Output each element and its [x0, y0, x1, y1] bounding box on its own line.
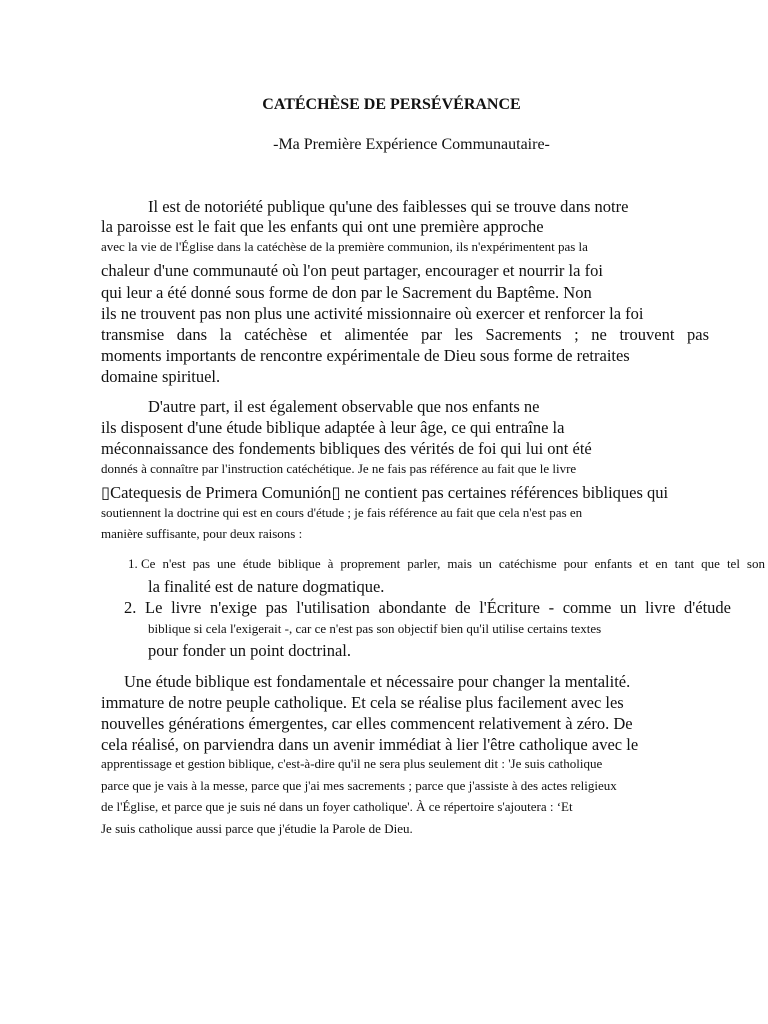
paragraph-2-line: ils disposent d'une étude biblique adaptée à leur âge, ce qui entraîne la [101, 418, 565, 437]
book-title: Catequesis de Primera Comunión [110, 483, 332, 502]
paragraph-3-line: cela réalisé, on parviendra dans un avenir immédiat à lier l'être catholique avec le [101, 735, 639, 754]
missing-glyph-icon: ▯ [331, 483, 341, 502]
list-item-line: Ce n'est pas une étude biblique à proprement parler, mais un catéchisme pour enfants et en tant que tel son [141, 556, 765, 571]
paragraph-2-line: D'autre part, il est également observable que nos enfants ne [148, 397, 540, 416]
list-item-number: 1. [128, 556, 138, 571]
paragraph-1-line: moments importants de rencontre expérimentale de Dieu sous forme de retraites [101, 346, 630, 365]
paragraph-3-line: de l'Église, et parce que je suis né dans un foyer catholique'. À ce répertoire s'ajoutera : ‘Et [101, 799, 573, 814]
paragraph-3-line: Une étude biblique est fondamentale et nécessaire pour changer la mentalité. [124, 672, 631, 691]
paragraph-3-line: apprentissage et gestion biblique, c'est-à-dire qu'il ne sera plus seulement dit : 'Je suis catholique [101, 756, 603, 771]
list-item-line: pour fonder un point doctrinal. [148, 641, 351, 660]
paragraph-2-line: manière suffisante, pour deux raisons : [101, 526, 303, 541]
missing-glyph-icon: ▯ [101, 483, 111, 502]
paragraph-3-line: parce que je vais à la messe, parce que j'ai mes sacrements ; parce que j'assiste à des actes religieux [101, 778, 617, 793]
document-subtitle: -Ma Première Expérience Communautaire- [273, 136, 550, 153]
paragraph-1-line: chaleur d'une communauté où l'on peut partager, encourager et nourrir la foi [101, 261, 603, 280]
paragraph-1-line: avec la vie de l'Église dans la catéchèse de la première communion, ils n'expérimentent pas la [101, 239, 588, 254]
paragraph-2-line: ▯Catequesis de Primera Comunión▯ ne contient pas certaines références bibliques qui [101, 483, 669, 502]
list-item-line: Le livre n'exige pas l'utilisation abondante de l'Écriture - comme un livre d'étude [145, 598, 731, 617]
paragraph-1-line: la paroisse est le fait que les enfants qui ont une première approche [101, 217, 544, 236]
paragraph-1-line: ils ne trouvent pas non plus une activité missionnaire où exercer et renforcer la foi [101, 304, 644, 323]
paragraph-3-line: nouvelles générations émergentes, car elles commencent relativement à zéro. De [101, 714, 633, 733]
paragraph-1-line: domaine spirituel. [101, 367, 221, 386]
document-title: CATÉCHÈSE DE PERSÉVÉRANCE [262, 96, 521, 113]
paragraph-3-line: Je suis catholique aussi parce que j'étudie la Parole de Dieu. [101, 821, 413, 836]
list-item-number: 2. [124, 598, 137, 617]
paragraph-1-line: transmise dans la catéchèse et alimentée par les Sacrements ; ne trouvent pas [101, 325, 709, 344]
list-item-line: biblique si cela l'exigerait -, car ce n'est pas son objectif bien qu'il utilise certains textes [148, 621, 602, 636]
paragraph-1-line: Il est de notoriété publique qu'une des faiblesses qui se trouve dans notre [148, 197, 629, 216]
paragraph-2-line: soutiennent la doctrine qui est en cours d'étude ; je fais référence au fait que cela n'est pas en [101, 505, 583, 520]
paragraph-3-line: immature de notre peuple catholique. Et cela se réalise plus facilement avec les [101, 693, 624, 712]
paragraph-1-line: qui leur a été donné sous forme de don par le Sacrement du Baptême. Non [101, 283, 592, 302]
paragraph-2-line: méconnaissance des fondements bibliques des vérités de foi qui lui ont été [101, 439, 592, 458]
paragraph-2-line: donnés à connaître par l'instruction catéchétique. Je ne fais pas référence au fait que le livre [101, 461, 577, 476]
list-item-line: la finalité est de nature dogmatique. [148, 577, 385, 596]
